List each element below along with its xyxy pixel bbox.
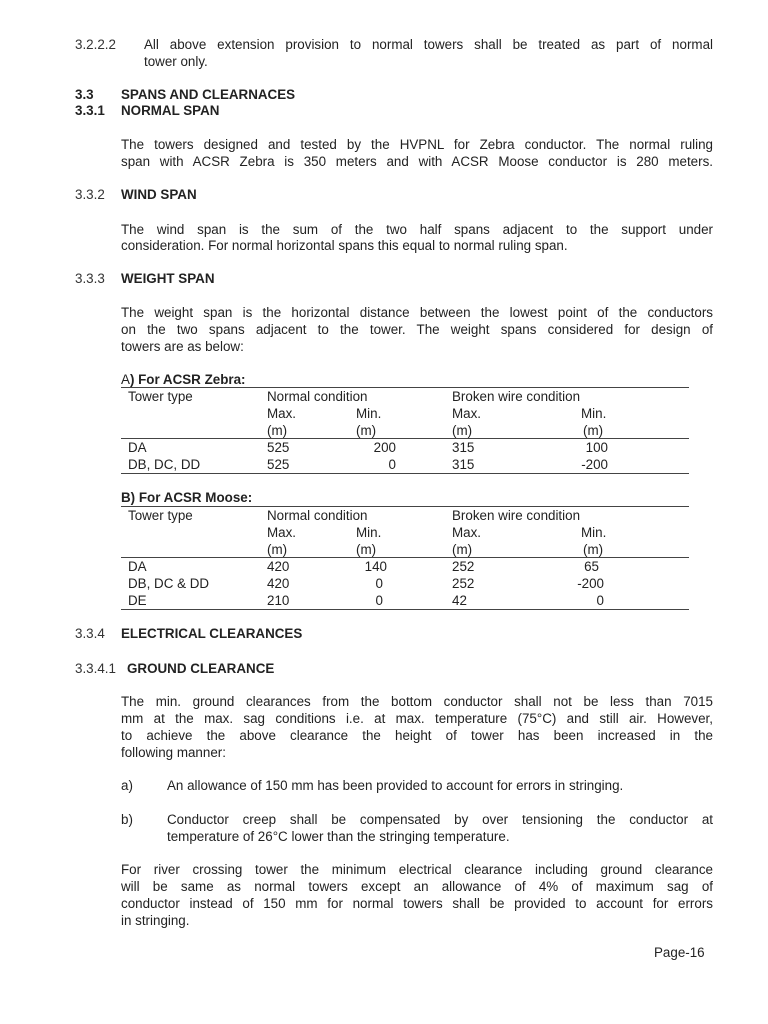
table-a-header-broken-wire: Broken wire condition xyxy=(452,389,581,404)
table-b-header-min-broken: Min. xyxy=(581,525,607,540)
section-number-3-3-1: 3.3.1 xyxy=(75,103,105,118)
river-crossing-text-line-2: will be same as normal towers except an allowance of 4% of maximum sag of xyxy=(121,879,713,894)
table-a-row-1-broken-min: 100 xyxy=(585,440,608,455)
table-b-header-min-normal: Min. xyxy=(356,525,382,540)
table-b-row-2-normal-min: 0 xyxy=(375,576,383,591)
table-b-row-1-normal-min: 140 xyxy=(364,559,387,574)
ground-clearance-text-line-3: to achieve the above clearance the height of tower has been increased in the xyxy=(121,728,713,743)
table-a-row-1-broken-max: 315 xyxy=(452,440,475,455)
normal-span-text-line-2: span with ACSR Zebra is 350 meters and with ACSR Moose conductor is 280 meters. xyxy=(121,154,713,169)
section-heading-wind-span: WIND SPAN xyxy=(121,187,197,202)
page-number: Page-16 xyxy=(654,945,705,960)
table-b-header-rule xyxy=(121,557,689,558)
table-b-top-rule xyxy=(121,506,689,507)
section-heading-electrical-clearances: ELECTRICAL CLEARANCES xyxy=(121,626,303,641)
table-a-row-1-tower: DA xyxy=(128,440,147,455)
table-b-unit-4: (m) xyxy=(583,542,604,557)
table-a-bottom-rule xyxy=(121,473,689,474)
table-a-top-rule xyxy=(121,387,689,388)
section-number-3-2-2-2: 3.2.2.2 xyxy=(75,37,116,52)
table-b-title: B) For ACSR Moose: xyxy=(121,490,253,505)
table-a-header-min-normal: Min. xyxy=(356,406,382,421)
table-a-header-tower-type: Tower type xyxy=(128,389,193,404)
table-b-row-1-broken-min: 65 xyxy=(584,559,599,574)
section-number-3-3-4-1: 3.3.4.1 xyxy=(75,661,116,676)
table-b-row-3-normal-min: 0 xyxy=(375,593,383,608)
table-b-header-broken-wire: Broken wire condition xyxy=(452,508,581,523)
table-a-row-1-normal-max: 525 xyxy=(267,440,290,455)
normal-span-text-line-1: The towers designed and tested by the HVPNL for Zebra conductor. The normal ruling xyxy=(121,137,713,152)
table-b-row-1-broken-max: 252 xyxy=(452,559,475,574)
wind-span-text-line-2: consideration. For normal horizontal spans this equal to normal ruling span. xyxy=(121,238,568,253)
table-b-row-1-normal-max: 420 xyxy=(267,559,290,574)
table-a-unit-3: (m) xyxy=(452,423,473,438)
ground-clearance-text-line-2: mm at the max. sag conditions i.e. at max. temperature (75°C) and still air. However, xyxy=(121,711,713,726)
table-b-row-3-broken-min: 0 xyxy=(596,593,604,608)
table-b-header-tower-type: Tower type xyxy=(128,508,193,523)
table-b-row-2-broken-max: 252 xyxy=(452,576,475,591)
table-b-bottom-rule xyxy=(121,609,689,610)
table-a-header-normal-condition: Normal condition xyxy=(267,389,368,404)
table-b-header-max-broken: Max. xyxy=(452,525,482,540)
table-a-title xyxy=(121,371,246,388)
section-heading-ground-clearance: GROUND CLEARANCE xyxy=(127,661,275,676)
table-b-row-2-tower: DB, DC & DD xyxy=(128,576,210,591)
table-a-header-min-broken: Min. xyxy=(581,406,607,421)
section-heading-normal-span: NORMAL SPAN xyxy=(121,103,220,118)
table-a-row-2-broken-max: 315 xyxy=(452,457,475,472)
table-b-row-1-tower: DA xyxy=(128,559,147,574)
table-b-row-3-normal-max: 210 xyxy=(267,593,290,608)
table-b-row-3-tower: DE xyxy=(128,593,147,608)
table-a-header-max-normal: Max. xyxy=(267,406,297,421)
table-a-row-2-normal-min: 0 xyxy=(388,457,396,472)
table-a-row-2-tower: DB, DC, DD xyxy=(128,457,201,472)
list-item-a-text: An allowance of 150 mm has been provided to account for errors in stringing. xyxy=(167,778,624,793)
river-crossing-text-line-1: For river crossing tower the minimum electrical clearance including ground clearance xyxy=(121,862,713,877)
weight-span-text-line-3: towers are as below: xyxy=(121,339,244,354)
weight-span-text-line-2: on the two spans adjacent to the tower. The weight spans considered for design of xyxy=(121,322,713,337)
table-a-title-text: ) For ACSR Zebra: xyxy=(129,372,246,387)
section-number-3-3-3: 3.3.3 xyxy=(75,271,105,286)
table-a-unit-2: (m) xyxy=(356,423,377,438)
table-a-unit-4: (m) xyxy=(583,423,604,438)
list-item-b-label: b) xyxy=(121,812,133,827)
table-a-row-1-normal-min: 200 xyxy=(373,440,396,455)
table-b-unit-1: (m) xyxy=(267,542,288,557)
ground-clearance-text-line-1: The min. ground clearances from the bottom conductor shall not be less than 7015 xyxy=(121,694,713,709)
table-b-unit-2: (m) xyxy=(356,542,377,557)
list-item-b-text-line-2: temperature of 26°C lower than the stringing temperature. xyxy=(167,829,510,844)
list-item-a-label: a) xyxy=(121,778,133,793)
river-crossing-text-line-3: conductor instead of 150 mm for normal towers shall be provided to account for errors xyxy=(121,896,713,911)
table-a-row-2-normal-max: 525 xyxy=(267,457,290,472)
section-number-3-3-4: 3.3.4 xyxy=(75,626,105,641)
ground-clearance-text-line-4: following manner: xyxy=(121,745,226,760)
section-heading-weight-span: WEIGHT SPAN xyxy=(121,271,215,286)
section-number-3-3-2: 3.3.2 xyxy=(75,187,105,202)
table-b-row-2-broken-min: -200 xyxy=(577,576,604,591)
section-number-3-3: 3.3 xyxy=(75,87,94,102)
table-b-header-normal-condition: Normal condition xyxy=(267,508,368,523)
table-b-header-max-normal: Max. xyxy=(267,525,297,540)
section-3-2-2-2-text-line-1: All above extension provision to normal towers shall be treated as part of normal xyxy=(144,37,713,52)
table-a-header-max-broken: Max. xyxy=(452,406,482,421)
list-item-b-text-line-1: Conductor creep shall be compensated by over tensioning the conductor at xyxy=(167,812,713,827)
table-b-row-2-normal-max: 420 xyxy=(267,576,290,591)
table-b-unit-3: (m) xyxy=(452,542,473,557)
section-heading-spans-and-clearances: SPANS AND CLEARNACES xyxy=(121,87,296,102)
weight-span-text-line-1: The weight span is the horizontal distance between the lowest point of the conductors xyxy=(121,305,713,320)
section-3-2-2-2-text-line-2: tower only. xyxy=(144,54,208,69)
table-a-unit-1: (m) xyxy=(267,423,288,438)
table-a-title-prefix: A xyxy=(121,372,130,387)
table-a-row-2-broken-min: -200 xyxy=(581,457,608,472)
river-crossing-text-line-4: in stringing. xyxy=(121,913,190,928)
wind-span-text-line-1: The wind span is the sum of the two half spans adjacent to the support under xyxy=(121,222,713,237)
table-b-row-3-broken-max: 42 xyxy=(452,593,467,608)
